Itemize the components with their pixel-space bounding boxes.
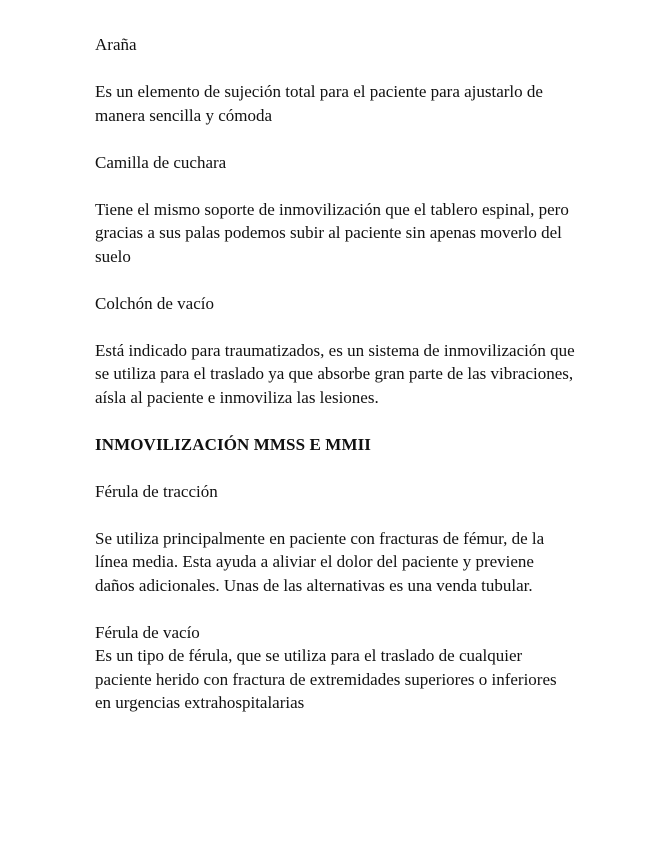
arana-title: Araña [95,35,137,54]
colchon-title: Colchón de vacío [95,293,214,313]
ferula-traccion-body: Se utiliza principalmente en paciente con fracturas de fémur, de la línea media. Esta ayuda a aliviar el dolor del paciente y previene daños adicionales. Unas de las alternativas es una venda tubular. [95,528,545,595]
section-heading: INMOVILIZACIÓN MMSS E MMII [95,434,372,454]
camilla-body: Tiene el mismo soporte de inmovilización que el tablero espinal, pero gracias a sus palas podemos subir al paciente sin apenas moverlo del suelo [95,199,569,266]
arana-body: Es un elemento de sujeción total para el paciente para ajustarlo de manera sencilla y cómoda [95,82,543,125]
ferula-traccion-title: Férula de tracción [95,481,218,501]
document-page [95,33,575,738]
ferula-vacio-title: Férula de vacío [95,622,200,642]
ferula-vacio-body: Es un tipo de férula, que se utiliza para el traslado de cualquier paciente herido con fractura de extremidades superiores o inferiores en urgencias extrahospitalarias [95,646,557,712]
colchon-body: Está indicado para traumatizados, es un sistema de inmovilización que se utiliza para el traslado ya que absorbe gran parte de las vibraciones, aísla al paciente e inmoviliza las lesiones. [95,340,575,407]
camilla-title: Camilla de cuchara [95,152,227,172]
